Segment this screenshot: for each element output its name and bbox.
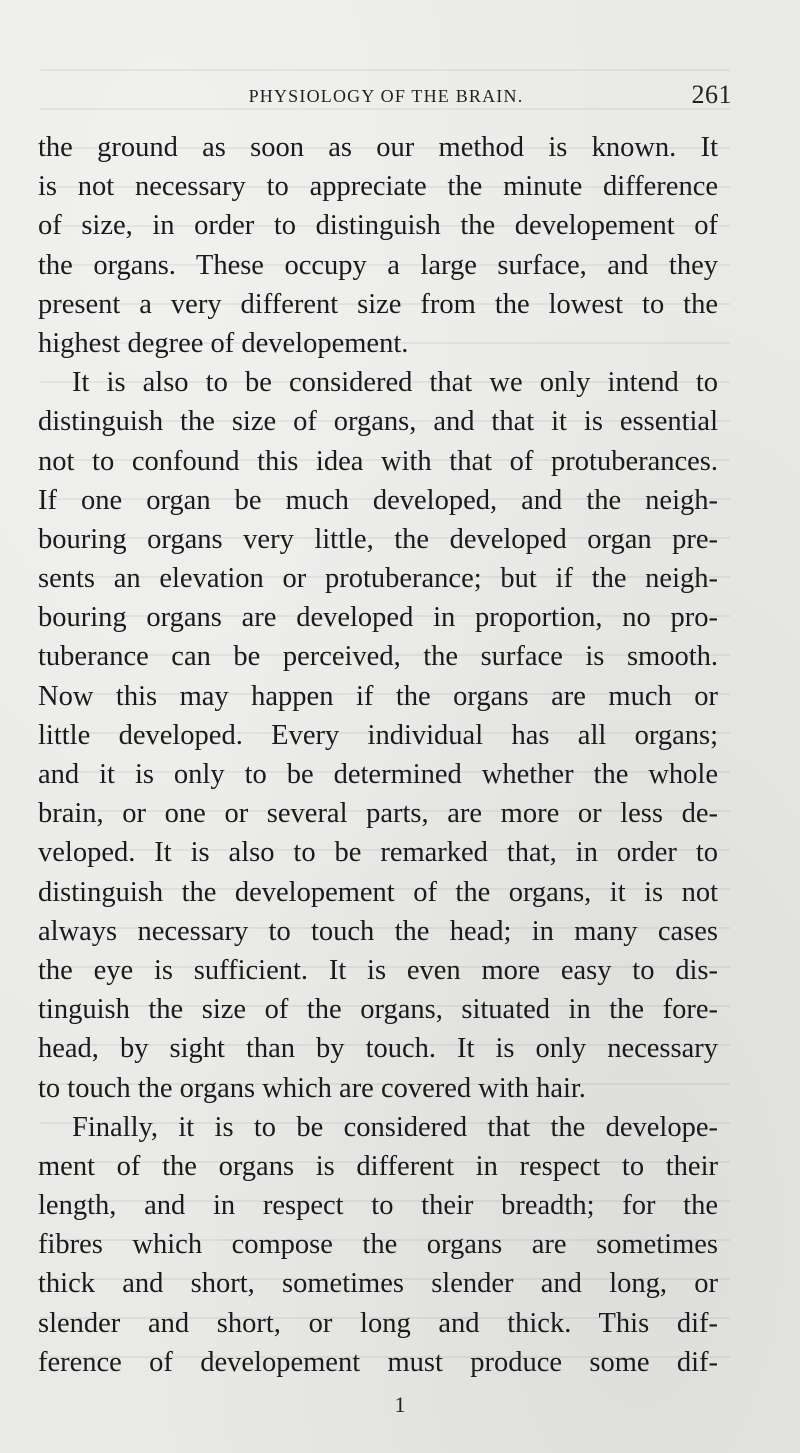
text-line: veloped. It is also to be remarked that, in order to <box>38 837 718 869</box>
text-line: bouring organs very little, the developed organ pre- <box>38 523 718 555</box>
text-line: always necessary to touch the head; in many cases <box>38 915 718 947</box>
text-line: sents an elevation or protuberance; but if the neigh- <box>38 563 718 595</box>
text-line: thick and short, sometimes slender and long, or <box>38 1268 718 1300</box>
text-line: is not necessary to appreciate the minute difference <box>38 171 718 203</box>
signature-mark: 1 <box>394 1392 406 1417</box>
text-line: little developed. Every individual has all organs; <box>38 719 718 751</box>
text-line: distinguish the size of organs, and that it is essential <box>38 406 718 438</box>
text-line: and it is only to be determined whether the whole <box>38 759 718 790</box>
text-line: highest degree of developement. <box>38 327 409 359</box>
text-line: ference of developement must produce some dif- <box>38 1346 718 1378</box>
text-line: to touch the organs which are covered with hair. <box>38 1072 586 1104</box>
text-line: slender and short, or long and thick. This dif- <box>38 1307 718 1339</box>
text-line: of size, in order to distinguish the developement of <box>38 210 718 242</box>
text-line: tinguish the size of the organs, situated in the fore- <box>38 994 718 1026</box>
text-line: ment of the organs is different in respect to their <box>38 1150 718 1182</box>
text-line: not to confound this idea with that of protuberances. <box>38 445 718 477</box>
text-line: Now this may happen if the organs are much or <box>38 680 718 712</box>
text-line: distinguish the developement of the organs, it is not <box>38 876 718 908</box>
text-line: fibres which compose the organs are sometimes <box>38 1229 718 1261</box>
text-line: the organs. These occupy a large surface, and they <box>38 249 718 281</box>
text-line: bouring organs are developed in proportion, no pro- <box>38 602 718 634</box>
running-head-title: PHYSIOLOGY OF THE BRAIN. <box>248 86 524 106</box>
text-line: Finally, it is to be considered that the develope- <box>72 1111 718 1143</box>
running-head <box>40 80 732 110</box>
text-line: the eye is sufficient. It is even more easy to dis- <box>38 954 718 986</box>
body-text <box>38 128 718 1382</box>
text-line: head, by sight than by touch. It is only necessary <box>38 1033 718 1065</box>
text-line: present a very different size from the lowest to the <box>38 288 718 320</box>
text-line: brain, or one or several parts, are more or less de- <box>38 798 718 830</box>
text-line: tuberance can be perceived, the surface is smooth. <box>38 641 718 673</box>
page-number: 261 <box>691 80 732 109</box>
text-line: the ground as soon as our method is known. It <box>38 132 718 163</box>
text-line: If one organ be much developed, and the neigh- <box>38 484 718 516</box>
text-line: It is also to be considered that we only intend to <box>72 367 718 399</box>
text-line: length, and in respect to their breadth; for the <box>38 1190 718 1222</box>
